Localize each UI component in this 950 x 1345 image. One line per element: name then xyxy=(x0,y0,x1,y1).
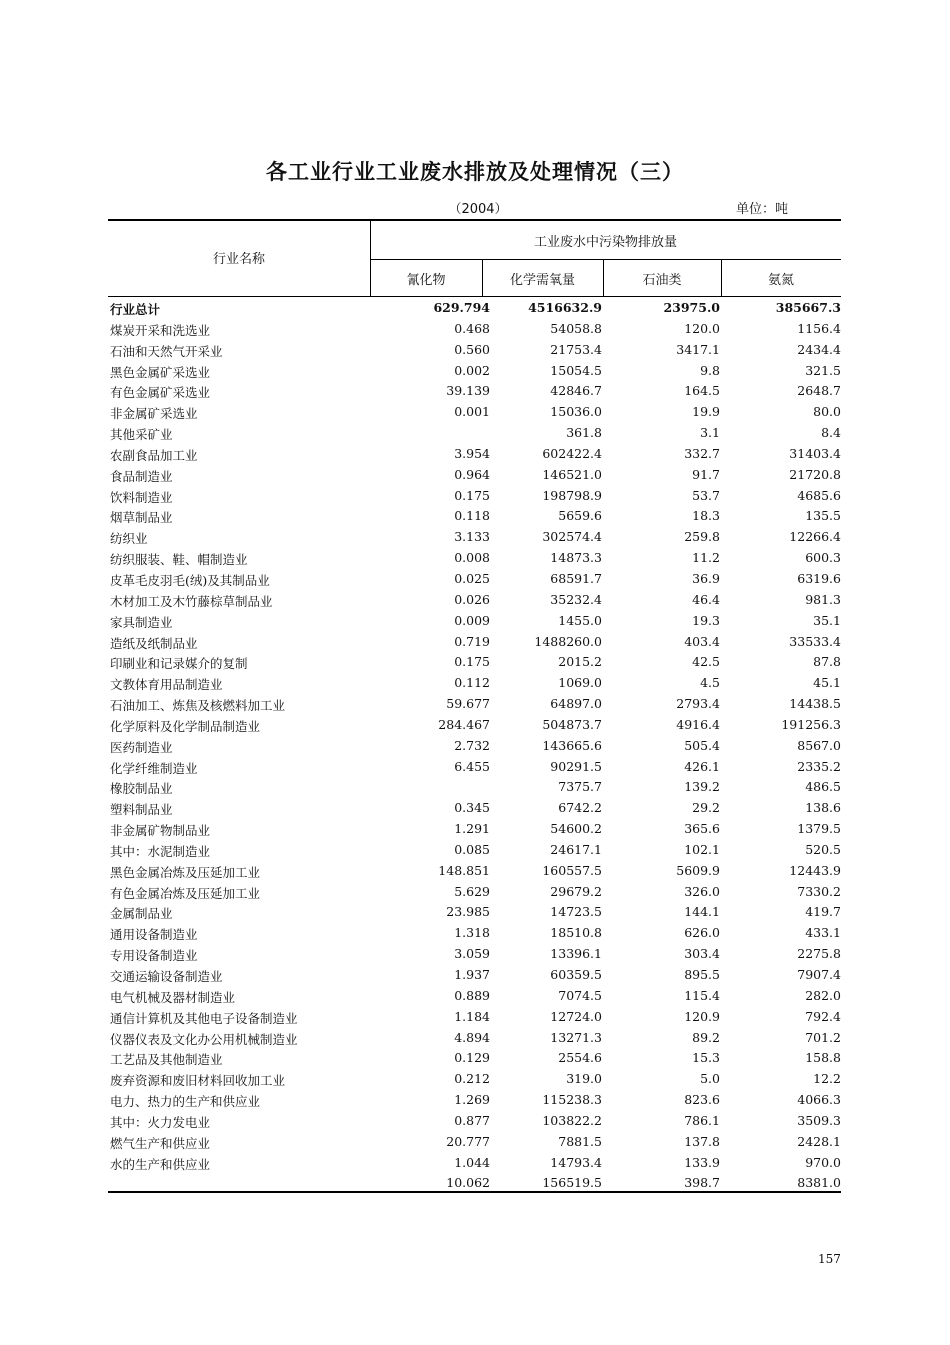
table-row xyxy=(108,965,841,986)
cell-cod: 5659.6 xyxy=(558,508,602,524)
cell-cod: 14793.4 xyxy=(550,1154,602,1170)
table-row xyxy=(108,506,841,527)
cell-petroleum: 23975.0 xyxy=(663,300,720,315)
cell-cod: 13271.3 xyxy=(550,1029,602,1045)
row-industry-name: 有色金属矿采选业 xyxy=(110,385,211,401)
table-row xyxy=(108,423,841,444)
cell-ammonia: 191256.3 xyxy=(781,716,841,732)
cell-petroleum: 403.4 xyxy=(684,633,720,649)
row-industry-name: 黑色金属冶炼及压延加工业 xyxy=(110,864,261,880)
cell-cyanide: 23.985 xyxy=(446,904,490,920)
cell-petroleum: 3417.1 xyxy=(676,341,720,357)
table-row xyxy=(108,840,841,861)
row-industry-name: 食品制造业 xyxy=(110,468,173,484)
cell-petroleum: 426.1 xyxy=(684,758,720,774)
row-industry-name: 煤炭开采和洗选业 xyxy=(110,322,211,338)
cell-cod: 15054.5 xyxy=(550,362,602,378)
cell-cod: 60359.5 xyxy=(550,967,602,982)
cell-petroleum: 332.7 xyxy=(684,445,720,461)
cell-petroleum: 505.4 xyxy=(684,737,720,753)
table-row xyxy=(108,569,841,590)
cell-cyanide: 1.318 xyxy=(454,925,490,941)
cell-petroleum: 823.6 xyxy=(684,1092,720,1108)
cell-ammonia: 12.2 xyxy=(813,1071,841,1087)
cell-ammonia: 7907.4 xyxy=(797,967,841,982)
cell-cod: 1069.0 xyxy=(558,675,602,691)
cell-cyanide: 0.175 xyxy=(454,654,490,670)
table-row xyxy=(108,1028,841,1049)
row-industry-name: 石油和天然气开采业 xyxy=(110,343,223,359)
row-industry-name: 交通运输设备制造业 xyxy=(110,969,223,984)
cell-cod: 198798.9 xyxy=(542,487,602,503)
cell-cyanide: 0.026 xyxy=(454,591,490,607)
cell-petroleum: 42.5 xyxy=(692,654,720,670)
cell-cyanide: 0.118 xyxy=(454,508,490,524)
cell-cod: 146521.0 xyxy=(542,466,602,482)
cell-cod: 504873.7 xyxy=(542,716,602,732)
cell-ammonia: 1379.5 xyxy=(797,821,841,837)
header-col-cod: 化学需氧量 xyxy=(509,273,575,288)
table-row xyxy=(108,527,841,548)
header-bottom-rule xyxy=(108,296,841,297)
row-industry-name: 有色金属冶炼及压延加工业 xyxy=(110,885,261,901)
cell-ammonia: 35.1 xyxy=(813,612,841,628)
cell-petroleum: 29.2 xyxy=(692,800,720,816)
cell-ammonia: 282.0 xyxy=(805,987,841,1003)
cell-cyanide: 629.794 xyxy=(433,300,490,315)
cell-cod: 2015.2 xyxy=(558,654,602,670)
cell-cyanide: 0.025 xyxy=(454,570,490,586)
cell-cyanide: 3.133 xyxy=(454,529,490,545)
cell-petroleum: 115.4 xyxy=(684,987,720,1003)
cell-petroleum: 137.8 xyxy=(684,1133,720,1149)
row-industry-name: 金属制品业 xyxy=(110,906,173,922)
cell-cod: 42846.7 xyxy=(550,383,602,399)
table-row xyxy=(108,1069,841,1090)
cell-cyanide: 1.291 xyxy=(454,821,490,837)
cell-cyanide: 5.629 xyxy=(454,883,490,899)
cell-petroleum: 102.1 xyxy=(684,841,720,857)
row-industry-name: 烟草制品业 xyxy=(110,510,173,526)
table-row xyxy=(108,340,841,361)
cell-cyanide: 0.175 xyxy=(454,487,490,503)
row-industry-name: 化学纤维制造业 xyxy=(110,760,198,776)
cell-ammonia: 12266.4 xyxy=(789,529,841,545)
row-industry-name: 造纸及纸制品业 xyxy=(110,635,198,651)
cell-cod: 29679.2 xyxy=(550,883,602,899)
header-group-rule xyxy=(370,259,841,260)
page-title: 各工业行业工业废水排放及处理情况（三） xyxy=(266,160,684,184)
row-industry-name: 工艺品及其他制造业 xyxy=(110,1052,223,1068)
cell-petroleum: 19.3 xyxy=(692,612,720,628)
cell-ammonia: 433.1 xyxy=(805,925,841,941)
cell-petroleum: 36.9 xyxy=(692,570,720,586)
cell-petroleum: 365.6 xyxy=(684,821,720,837)
row-industry-name: 化学原料及化学制品制造业 xyxy=(110,718,261,734)
cell-petroleum: 120.9 xyxy=(684,1008,720,1024)
cell-cod: 602422.4 xyxy=(542,445,602,461)
row-industry-name: 专用设备制造业 xyxy=(110,948,198,964)
row-industry-name: 石油加工、炼焦及核燃料加工业 xyxy=(110,698,286,714)
cell-petroleum: 303.4 xyxy=(684,946,720,962)
table-bottom-rule xyxy=(108,1191,841,1193)
cell-petroleum: 46.4 xyxy=(692,591,720,607)
row-industry-name: 文教体育用品制造业 xyxy=(110,677,223,693)
cell-ammonia: 1156.4 xyxy=(797,320,841,336)
row-industry-name: 饮料制造业 xyxy=(110,489,173,505)
cell-cyanide: 0.001 xyxy=(454,404,490,420)
cell-cod: 35232.4 xyxy=(550,591,602,607)
row-industry-name: 通信计算机及其他电子设备制造业 xyxy=(110,1010,298,1026)
cell-ammonia: 8381.0 xyxy=(797,1175,841,1191)
table-row xyxy=(108,1153,841,1174)
cell-cod: 2554.6 xyxy=(558,1050,602,1066)
cell-cod: 1455.0 xyxy=(558,612,602,628)
cell-cod: 13396.1 xyxy=(550,946,602,962)
cell-cyanide: 1.269 xyxy=(454,1092,490,1108)
cell-petroleum: 120.0 xyxy=(684,320,720,336)
cell-cod: 14723.5 xyxy=(550,904,602,920)
table-row xyxy=(108,861,841,882)
cell-ammonia: 2648.7 xyxy=(797,383,841,399)
table-row xyxy=(108,361,841,382)
cell-petroleum: 11.2 xyxy=(692,550,720,566)
cell-ammonia: 87.8 xyxy=(813,654,841,670)
cell-petroleum: 139.2 xyxy=(684,779,720,795)
cell-cyanide: 0.085 xyxy=(454,841,490,857)
table-row xyxy=(108,882,841,903)
row-industry-name: 非金属矿采选业 xyxy=(110,406,198,422)
cell-cod: 156519.5 xyxy=(542,1175,602,1191)
header-industry-name: 行业名称 xyxy=(212,252,265,267)
table-row xyxy=(108,757,841,778)
table-row xyxy=(108,819,841,840)
cell-cyanide: 6.455 xyxy=(454,758,490,774)
cell-petroleum: 626.0 xyxy=(684,925,720,941)
cell-ammonia: 321.5 xyxy=(805,362,841,378)
cell-cyanide: 3.059 xyxy=(454,946,490,962)
cell-cod: 160557.5 xyxy=(542,862,602,878)
row-industry-name: 仪器仪表及文化办公用机械制造业 xyxy=(110,1031,298,1047)
table-row xyxy=(108,652,841,673)
cell-cod: 24617.1 xyxy=(550,841,602,857)
cell-ammonia: 158.8 xyxy=(805,1050,841,1066)
cell-ammonia: 2335.2 xyxy=(797,758,841,774)
header-col-ammonia: 氨氮 xyxy=(767,273,794,288)
cell-cod: 361.8 xyxy=(566,425,602,441)
table-row xyxy=(108,1111,841,1132)
header-col-petroleum: 石油类 xyxy=(642,273,682,288)
cell-cyanide: 39.139 xyxy=(446,383,490,399)
cell-ammonia: 419.7 xyxy=(805,904,841,920)
table-row xyxy=(108,798,841,819)
cell-ammonia: 2434.4 xyxy=(797,341,841,357)
cell-petroleum: 5.0 xyxy=(700,1071,720,1087)
cell-ammonia: 385667.3 xyxy=(775,300,841,315)
cell-ammonia: 2275.8 xyxy=(797,946,841,962)
cell-ammonia: 31403.4 xyxy=(789,445,841,461)
table-top-rule xyxy=(108,219,841,221)
cell-ammonia: 8.4 xyxy=(821,425,841,441)
table-row xyxy=(108,486,841,507)
row-industry-name: 行业总计 xyxy=(110,302,161,317)
cell-cod: 302574.4 xyxy=(542,529,602,545)
row-industry-name: 皮革毛皮羽毛(绒)及其制品业 xyxy=(110,572,270,588)
table-row xyxy=(108,715,841,736)
table-row xyxy=(108,632,841,653)
cell-cod: 143665.6 xyxy=(542,737,602,753)
row-industry-name: 木材加工及木竹藤棕草制品业 xyxy=(110,593,273,609)
cell-ammonia: 7330.2 xyxy=(797,883,841,899)
row-industry-name: 纺织业 xyxy=(110,531,148,547)
cell-cod: 54600.2 xyxy=(550,821,602,837)
row-industry-name: 电气机械及器材制造业 xyxy=(110,989,236,1005)
table-row xyxy=(108,923,841,944)
table-row xyxy=(108,1090,841,1111)
cell-cyanide: 0.345 xyxy=(454,800,490,816)
cell-cod: 54058.8 xyxy=(550,320,602,336)
cell-cyanide: 1.937 xyxy=(454,967,490,982)
table-body xyxy=(108,298,841,1194)
cell-cyanide: 0.112 xyxy=(454,675,490,691)
cell-ammonia: 792.4 xyxy=(805,1008,841,1024)
cell-cod: 21753.4 xyxy=(550,341,602,357)
cell-cod: 68591.7 xyxy=(550,570,602,586)
table-row xyxy=(108,694,841,715)
cell-ammonia: 981.3 xyxy=(805,591,841,607)
cell-cod: 15036.0 xyxy=(550,404,602,420)
row-industry-name: 水的生产和供应业 xyxy=(110,1156,211,1172)
cell-cyanide: 0.129 xyxy=(454,1050,490,1066)
cell-cyanide: 0.008 xyxy=(454,550,490,566)
header-group-title: 工业废水中污染物排放量 xyxy=(533,235,677,250)
cell-cod: 7881.5 xyxy=(558,1133,602,1149)
table-row xyxy=(108,402,841,423)
year-label: （2004） xyxy=(448,202,508,217)
cell-ammonia: 12443.9 xyxy=(789,862,841,878)
cell-cod: 7074.5 xyxy=(558,987,602,1003)
cell-cyanide: 0.560 xyxy=(454,341,490,357)
cell-petroleum: 4.5 xyxy=(700,675,720,691)
cell-cyanide: 3.954 xyxy=(454,445,490,461)
cell-ammonia: 2428.1 xyxy=(797,1133,841,1149)
cell-cod: 7375.7 xyxy=(558,779,602,795)
cell-ammonia: 486.5 xyxy=(805,779,841,795)
cell-cyanide: 284.467 xyxy=(438,716,490,732)
cell-ammonia: 45.1 xyxy=(813,675,841,691)
row-industry-name: 电力、热力的生产和供应业 xyxy=(110,1094,261,1110)
cell-ammonia: 520.5 xyxy=(805,841,841,857)
cell-ammonia: 138.6 xyxy=(805,800,841,816)
row-industry-name: 塑料制品业 xyxy=(110,802,173,818)
row-industry-name: 其他采矿业 xyxy=(110,427,173,443)
page-number: 157 xyxy=(818,1252,841,1266)
table-row xyxy=(108,1007,841,1028)
cell-cyanide: 4.894 xyxy=(454,1029,490,1045)
row-industry-name: 其中：火力发电业 xyxy=(110,1114,211,1130)
cell-petroleum: 259.8 xyxy=(684,529,720,545)
table-row xyxy=(108,777,841,798)
table-row xyxy=(108,1132,841,1153)
cell-petroleum: 164.5 xyxy=(684,383,720,399)
cell-cod: 6742.2 xyxy=(558,800,602,816)
cell-ammonia: 600.3 xyxy=(805,550,841,566)
header-col-cyanide: 氰化物 xyxy=(406,273,446,288)
cell-petroleum: 5609.9 xyxy=(676,862,720,878)
table-row xyxy=(108,298,841,319)
cell-cod: 4516632.9 xyxy=(528,300,602,315)
cell-ammonia: 80.0 xyxy=(813,404,841,420)
cell-cyanide: 10.062 xyxy=(446,1175,490,1191)
cell-cod: 18510.8 xyxy=(550,925,602,941)
row-industry-name: 黑色金属矿采选业 xyxy=(110,364,211,380)
table-row xyxy=(108,590,841,611)
table-row xyxy=(108,736,841,757)
row-industry-name: 通用设备制造业 xyxy=(110,927,198,943)
cell-ammonia: 970.0 xyxy=(805,1154,841,1170)
row-industry-name: 纺织服装、鞋、帽制造业 xyxy=(110,552,248,568)
unit-label: 单位：吨 xyxy=(736,202,789,217)
table-row xyxy=(108,944,841,965)
cell-ammonia: 3509.3 xyxy=(797,1112,841,1128)
cell-cyanide: 0.719 xyxy=(454,633,490,649)
cell-petroleum: 4916.4 xyxy=(676,716,720,732)
cell-cyanide: 2.732 xyxy=(454,737,490,753)
table-row xyxy=(108,548,841,569)
table-row xyxy=(108,1048,841,1069)
cell-ammonia: 4685.6 xyxy=(797,487,841,503)
cell-cod: 1488260.0 xyxy=(534,633,602,649)
cell-ammonia: 33533.4 xyxy=(789,633,841,649)
cell-cyanide: 0.002 xyxy=(454,362,490,378)
cell-petroleum: 3.1 xyxy=(700,425,720,441)
row-industry-name: 废弃资源和废旧材料回收加工业 xyxy=(110,1073,286,1089)
cell-cod: 14873.3 xyxy=(550,550,602,566)
table-row xyxy=(108,319,841,340)
cell-petroleum: 15.3 xyxy=(692,1050,720,1066)
cell-ammonia: 6319.6 xyxy=(797,570,841,586)
row-industry-name: 橡胶制品业 xyxy=(110,781,173,797)
table-row xyxy=(108,444,841,465)
row-industry-name: 家具制造业 xyxy=(110,614,173,630)
cell-ammonia: 701.2 xyxy=(805,1029,841,1045)
cell-cod: 319.0 xyxy=(566,1071,602,1087)
cell-petroleum: 133.9 xyxy=(684,1154,720,1170)
cell-cyanide: 148.851 xyxy=(438,862,490,878)
cell-cyanide: 0.468 xyxy=(454,320,490,336)
cell-petroleum: 326.0 xyxy=(684,883,720,899)
cell-cyanide: 0.877 xyxy=(454,1112,490,1128)
cell-ammonia: 135.5 xyxy=(805,508,841,524)
table-row xyxy=(108,465,841,486)
cell-cyanide: 1.044 xyxy=(454,1154,490,1170)
cell-ammonia: 4066.3 xyxy=(797,1092,841,1108)
table-row xyxy=(108,611,841,632)
cell-petroleum: 895.5 xyxy=(684,967,720,982)
table-row xyxy=(108,986,841,1007)
row-industry-name: 医药制造业 xyxy=(110,739,173,755)
cell-petroleum: 9.8 xyxy=(700,362,720,378)
table-row xyxy=(108,381,841,402)
cell-cyanide: 0.889 xyxy=(454,987,490,1003)
cell-cyanide: 1.184 xyxy=(454,1008,490,1024)
cell-petroleum: 786.1 xyxy=(684,1112,720,1128)
row-industry-name: 农副食品加工业 xyxy=(110,447,198,463)
table-row xyxy=(108,673,841,694)
table-row xyxy=(108,902,841,923)
cell-petroleum: 19.9 xyxy=(692,404,720,420)
cell-petroleum: 144.1 xyxy=(684,904,720,920)
row-industry-name: 印刷业和记录媒介的复制 xyxy=(110,656,248,672)
cell-cyanide: 20.777 xyxy=(446,1133,490,1149)
cell-cod: 115238.3 xyxy=(542,1092,602,1108)
cell-cod: 90291.5 xyxy=(550,758,602,774)
cell-cyanide: 0.964 xyxy=(454,466,490,482)
cell-petroleum: 91.7 xyxy=(692,466,720,482)
cell-cyanide: 59.677 xyxy=(446,696,490,712)
cell-ammonia: 21720.8 xyxy=(789,466,841,482)
cell-petroleum: 398.7 xyxy=(684,1175,720,1191)
cell-petroleum: 2793.4 xyxy=(676,696,720,712)
cell-petroleum: 53.7 xyxy=(692,487,720,503)
cell-petroleum: 89.2 xyxy=(692,1029,720,1045)
cell-cod: 64897.0 xyxy=(550,696,602,712)
row-industry-name: 其中：水泥制造业 xyxy=(110,843,211,859)
cell-petroleum: 18.3 xyxy=(692,508,720,524)
cell-ammonia: 8567.0 xyxy=(797,737,841,753)
cell-cyanide: 0.009 xyxy=(454,612,490,628)
row-industry-name: 燃气生产和供应业 xyxy=(110,1135,211,1151)
cell-cod: 103822.2 xyxy=(542,1112,602,1128)
cell-cyanide: 0.212 xyxy=(454,1071,490,1087)
cell-cod: 12724.0 xyxy=(550,1008,602,1024)
cell-ammonia: 14438.5 xyxy=(789,696,841,712)
row-industry-name: 非金属矿物制品业 xyxy=(110,823,211,839)
